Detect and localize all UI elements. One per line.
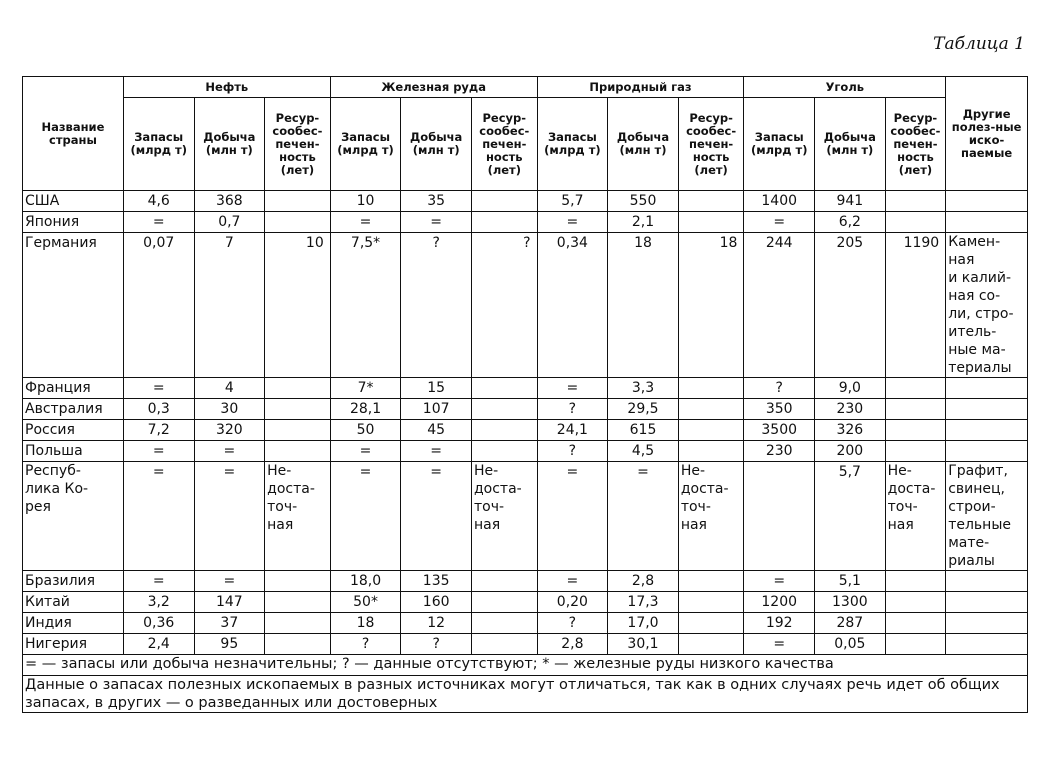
other-minerals-cell [946, 378, 1028, 399]
table-cell [678, 571, 744, 592]
table-cell: 107 [401, 399, 472, 420]
table-row [23, 613, 1028, 634]
table-cell: 7 [194, 233, 265, 378]
table-cell: = [330, 462, 401, 571]
table-cell: 205 [815, 233, 886, 378]
table-cell: 2,8 [537, 634, 608, 655]
table-cell: 230 [815, 399, 886, 420]
table-cell [265, 592, 331, 613]
table-cell [678, 592, 744, 613]
table-cell [678, 420, 744, 441]
table-cell: 95 [194, 634, 265, 655]
table-cell: 0,20 [537, 592, 608, 613]
table-cell [471, 191, 537, 212]
table-cell: 287 [815, 613, 886, 634]
table-cell: 24,1 [537, 420, 608, 441]
other-minerals-cell [946, 441, 1028, 462]
table-cell: 350 [744, 399, 815, 420]
country-name: Германия [23, 233, 124, 378]
table-legend: = — запасы или добыча незначительны; ? — данные отсутствуют; * — железные руды низкого качества [23, 655, 1028, 676]
table-cell: = [330, 212, 401, 233]
table-cell: ? [537, 613, 608, 634]
table-cell: 0,3 [123, 399, 194, 420]
table-cell: 941 [815, 191, 886, 212]
table-cell: 37 [194, 613, 265, 634]
table-cell [678, 634, 744, 655]
other-minerals-cell [946, 592, 1028, 613]
table-cell [265, 571, 331, 592]
table-cell: = [194, 441, 265, 462]
table-cell: 160 [401, 592, 472, 613]
table-cell: Не- доста- точ- ная [885, 462, 946, 571]
table-cell: 320 [194, 420, 265, 441]
table-cell: ? [401, 233, 472, 378]
other-minerals-cell [946, 571, 1028, 592]
table-cell: = [537, 378, 608, 399]
table-cell [678, 378, 744, 399]
table-cell: ? [537, 399, 608, 420]
table-cell: 30,1 [608, 634, 679, 655]
table-cell [678, 191, 744, 212]
table-cell [265, 191, 331, 212]
table-cell [471, 441, 537, 462]
table-cell: 17,0 [608, 613, 679, 634]
table-cell: = [744, 634, 815, 655]
table-cell [885, 634, 946, 655]
table-cell: 135 [401, 571, 472, 592]
country-name: Австралия [23, 399, 124, 420]
header-group-oil: Нефть [123, 77, 330, 98]
table-cell: 0,36 [123, 613, 194, 634]
table-cell: 200 [815, 441, 886, 462]
table-cell: 9,0 [815, 378, 886, 399]
table-cell: 50* [330, 592, 401, 613]
table-cell: ? [401, 634, 472, 655]
table-cell [471, 399, 537, 420]
table-cell: 3,2 [123, 592, 194, 613]
table-cell: 0,34 [537, 233, 608, 378]
other-minerals-cell: Камен- ная и калий- ная со- ли, стро- итель- ные ма- териалы [946, 233, 1028, 378]
table-cell: 4,6 [123, 191, 194, 212]
table-cell: = [537, 571, 608, 592]
table-cell: 147 [194, 592, 265, 613]
table-cell: 1400 [744, 191, 815, 212]
table-cell [678, 613, 744, 634]
table-cell: = [537, 462, 608, 571]
table-cell: 7,5* [330, 233, 401, 378]
table-cell: 3500 [744, 420, 815, 441]
table-cell: 10 [330, 191, 401, 212]
table-cell: 5,7 [537, 191, 608, 212]
table-cell: 326 [815, 420, 886, 441]
table-cell [471, 378, 537, 399]
table-cell: = [194, 462, 265, 571]
table-cell [471, 571, 537, 592]
table-cell: ? [471, 233, 537, 378]
table-cell [265, 378, 331, 399]
table-cell: = [330, 441, 401, 462]
header-country: Название страны [23, 77, 124, 191]
header-reserves: Запасы (млрд т) [744, 98, 815, 191]
other-minerals-cell: Графит, свинец, строи- тельные мате- риалы [946, 462, 1028, 571]
table-cell: = [123, 378, 194, 399]
table-cell [471, 212, 537, 233]
table-cell: 1190 [885, 233, 946, 378]
table-cell: 550 [608, 191, 679, 212]
table-cell: 2,1 [608, 212, 679, 233]
other-minerals-cell [946, 634, 1028, 655]
table-cell: 5,1 [815, 571, 886, 592]
other-minerals-cell [946, 399, 1028, 420]
table-cell: 17,3 [608, 592, 679, 613]
table-cell: 5,7 [815, 462, 886, 571]
table-cell: 45 [401, 420, 472, 441]
table-cell: 0,07 [123, 233, 194, 378]
table-cell: ? [330, 634, 401, 655]
table-cell: 3,3 [608, 378, 679, 399]
table-cell: 244 [744, 233, 815, 378]
table-body [23, 191, 1028, 655]
table-cell: = [401, 441, 472, 462]
table-cell: 18 [608, 233, 679, 378]
table-cell [678, 441, 744, 462]
table-row [23, 420, 1028, 441]
table-row [23, 571, 1028, 592]
table-row [23, 399, 1028, 420]
table-cell: Не- доста- точ- ная [471, 462, 537, 571]
header-group-coal: Уголь [744, 77, 946, 98]
table-cell: 15 [401, 378, 472, 399]
table-cell: ? [537, 441, 608, 462]
table-cell: 4 [194, 378, 265, 399]
table-cell: 1200 [744, 592, 815, 613]
table-cell [744, 462, 815, 571]
table-cell: 230 [744, 441, 815, 462]
table-cell: 12 [401, 613, 472, 634]
header-reserves: Запасы (млрд т) [123, 98, 194, 191]
country-name: Нигерия [23, 634, 124, 655]
header-production: Добыча (млн т) [401, 98, 472, 191]
other-minerals-cell [946, 613, 1028, 634]
table-cell: = [123, 212, 194, 233]
table-row [23, 233, 1028, 378]
table-cell [885, 613, 946, 634]
country-name: Япония [23, 212, 124, 233]
table-cell: 4,5 [608, 441, 679, 462]
table-cell: = [123, 571, 194, 592]
table-cell [265, 399, 331, 420]
table-cell: 2,8 [608, 571, 679, 592]
table-cell: 7,2 [123, 420, 194, 441]
table-row [23, 191, 1028, 212]
header-supply: Ресур-сообес-печен-ность (лет) [265, 98, 331, 191]
country-name: Польша [23, 441, 124, 462]
table-cell: 1300 [815, 592, 886, 613]
table-row [23, 462, 1028, 571]
table-cell: = [608, 462, 679, 571]
table-cell [265, 212, 331, 233]
table-cell: 6,2 [815, 212, 886, 233]
header-supply: Ресур-сообес-печен-ность (лет) [885, 98, 946, 191]
country-name: Франция [23, 378, 124, 399]
header-other-minerals: Другие полез-ные иско-паемые [946, 77, 1028, 191]
table-cell [885, 592, 946, 613]
table-cell: = [194, 571, 265, 592]
table-cell [885, 420, 946, 441]
table-cell [471, 420, 537, 441]
table-cell: ? [744, 378, 815, 399]
table-caption: Таблица 1 [933, 34, 1025, 54]
table-row [23, 634, 1028, 655]
table-cell [265, 613, 331, 634]
table-cell: 368 [194, 191, 265, 212]
header-reserves: Запасы (млрд т) [537, 98, 608, 191]
header-production: Добыча (млн т) [815, 98, 886, 191]
table-cell: 35 [401, 191, 472, 212]
header-supply: Ресур-сообес-печен-ность (лет) [471, 98, 537, 191]
table-cell [471, 592, 537, 613]
header-supply: Ресур-сообес-печен-ность (лет) [678, 98, 744, 191]
table-cell [471, 634, 537, 655]
table-cell [678, 399, 744, 420]
table-cell [471, 613, 537, 634]
table-row [23, 212, 1028, 233]
table-cell: = [401, 462, 472, 571]
table-cell [885, 441, 946, 462]
table-cell [265, 420, 331, 441]
table-cell: 29,5 [608, 399, 679, 420]
table-note: Данные о запасах полезных ископаемых в разных источниках могут отличаться, так как в одних случаях речь идет об общих запасах, в других — о разведанных или достоверных [23, 676, 1028, 713]
header-group-iron-ore: Железная руда [330, 77, 537, 98]
table-cell [885, 571, 946, 592]
table-row [23, 592, 1028, 613]
table-cell: = [123, 462, 194, 571]
table-cell: 30 [194, 399, 265, 420]
header-production: Добыча (млн т) [194, 98, 265, 191]
other-minerals-cell [946, 212, 1028, 233]
table-cell [885, 191, 946, 212]
country-name: Респуб- лика Ко- рея [23, 462, 124, 571]
table-row [23, 441, 1028, 462]
table-cell: 0,05 [815, 634, 886, 655]
table-cell: 18 [678, 233, 744, 378]
table-cell: 0,7 [194, 212, 265, 233]
table-cell: 7* [330, 378, 401, 399]
table-cell: 18,0 [330, 571, 401, 592]
table-cell: = [123, 441, 194, 462]
table-cell: Не- доста- точ- ная [265, 462, 331, 571]
table-cell: 615 [608, 420, 679, 441]
table-cell [885, 378, 946, 399]
table-cell [885, 212, 946, 233]
resources-table [22, 76, 1028, 713]
table-cell: 50 [330, 420, 401, 441]
table-cell [885, 399, 946, 420]
table-cell [678, 212, 744, 233]
table-cell: 18 [330, 613, 401, 634]
table-cell [265, 634, 331, 655]
table-cell: = [537, 212, 608, 233]
table-cell: 2,4 [123, 634, 194, 655]
table-cell: 192 [744, 613, 815, 634]
table-cell: 28,1 [330, 399, 401, 420]
other-minerals-cell [946, 420, 1028, 441]
table-row [23, 378, 1028, 399]
header-group-natural-gas: Природный газ [537, 77, 744, 98]
table-cell: = [744, 571, 815, 592]
table-cell: = [744, 212, 815, 233]
header-reserves: Запасы (млрд т) [330, 98, 401, 191]
country-name: Бразилия [23, 571, 124, 592]
other-minerals-cell [946, 191, 1028, 212]
country-name: Индия [23, 613, 124, 634]
country-name: США [23, 191, 124, 212]
table-cell [265, 441, 331, 462]
table-cell: = [401, 212, 472, 233]
header-production: Добыча (млн т) [608, 98, 679, 191]
table-cell: 10 [265, 233, 331, 378]
country-name: Россия [23, 420, 124, 441]
table-cell: Не- доста- точ- ная [678, 462, 744, 571]
country-name: Китай [23, 592, 124, 613]
